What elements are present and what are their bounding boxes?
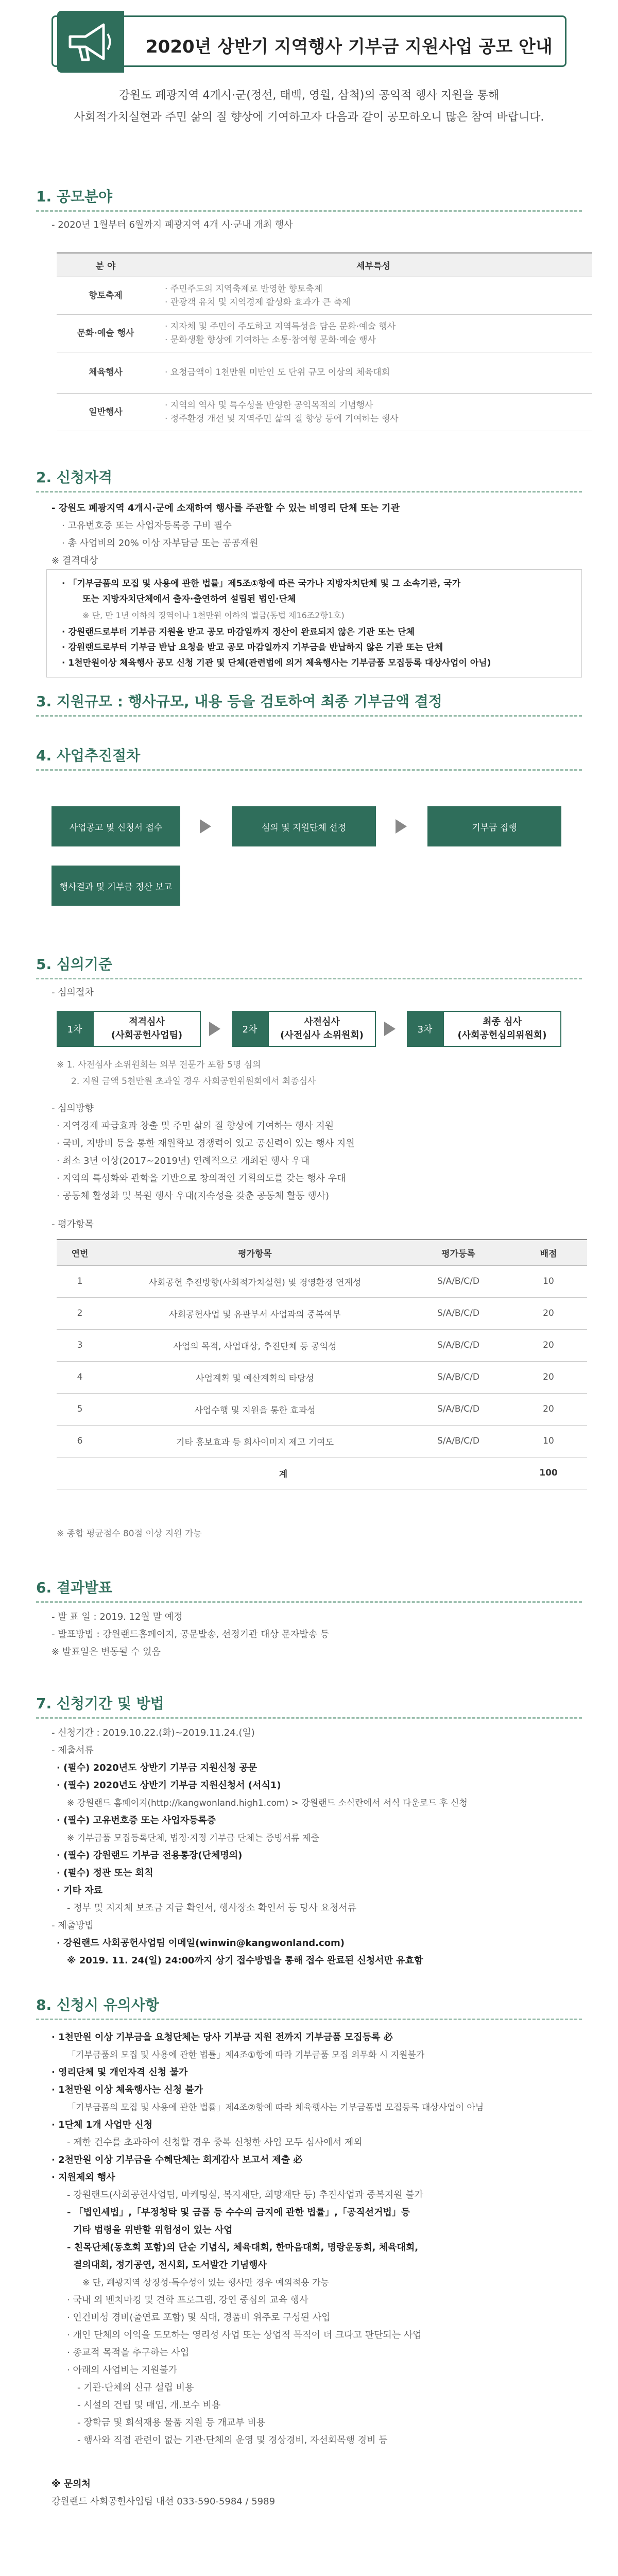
table-row [57, 314, 592, 352]
apply-line: - 신청기간 : 2019.10.22.(화)~2019.11.24.(일) [52, 1727, 255, 1738]
policy-label: - 심의방향 [52, 1103, 94, 1114]
table-cell: 사업수행 및 지원을 통한 효과성 [103, 1393, 407, 1425]
eval-note: ※ 종합 평균점수 80점 이상 지원 가능 [57, 1529, 202, 1539]
eval-label: - 평가항목 [52, 1219, 94, 1230]
caution-line: - 행사와 직접 관련이 없는 기관·단체의 운영 및 경상경비, 자선회목행 경비 등 [77, 2435, 388, 2446]
table-cell: 6 [57, 1425, 103, 1457]
section-title: 2. 신청자격 [36, 469, 113, 486]
caution-line: - 제한 건수를 초과하여 신청할 경우 중복 신청한 사업 모두 심사에서 제외 [67, 2137, 363, 2148]
apply-line: · 기타 자료 [57, 1885, 102, 1896]
section-5 [36, 953, 582, 1571]
eligibility-line: · 고유번호증 또는 사업자등록증 구비 필수 [62, 520, 232, 531]
table-cell: 사회공헌사업 및 유관부서 사업과의 중복여부 [103, 1297, 407, 1329]
process-step: 행사결과 및 기부금 정산 보고 [52, 866, 180, 906]
disqualify-line: · 「기부금품의 모집 및 사용에 관한 법률」제5조①항에 따른 국가나 지방자치단체 및 그 소속기관, 국가 [62, 579, 461, 589]
table-cell: 5 [57, 1393, 103, 1425]
table-cell: S/A/B/C/D [407, 1329, 510, 1361]
section-2 [36, 466, 582, 683]
process-step: 기부금 집행 [427, 806, 561, 846]
apply-email[interactable]: · 강원랜드 사회공헌사업팀 이메일(winwin@kangwonland.com) [57, 1938, 345, 1948]
process-step: 사업공고 및 신청서 접수 [52, 806, 180, 846]
caution-line: · 2천만원 이상 기부금을 수혜단체는 회계감사 보고서 제출 必 [52, 2155, 303, 2165]
table-header: 세부특성 [154, 253, 592, 277]
table-cell: 2 [57, 1297, 103, 1329]
section-divider [36, 1601, 582, 1603]
table-cell: 10 [510, 1265, 587, 1297]
policy-line: · 지역의 특성화와 관학을 기반으로 창의적인 기획의도를 갖는 행사 우대 [57, 1173, 346, 1184]
field-table [57, 252, 592, 431]
stage-number: 1차 [57, 1011, 93, 1047]
stage-box [268, 1011, 376, 1047]
table-header: 배점 [510, 1240, 587, 1265]
table-row [57, 352, 592, 393]
caution-line: · 인건비성 경비(출연료 포함) 및 식대, 경품비 위주로 구성된 사업 [67, 2312, 331, 2323]
caution-line: · 개인 단체의 이익을 도모하는 영리성 사업 또는 상업적 목적이 더 크다고 판단되는 사업 [67, 2330, 422, 2341]
page-title: 2020년 상반기 지역행사 기부금 지원사업 공모 안내 [146, 37, 553, 57]
caution-line: 기타 법령을 위반할 위험성이 있는 사업 [73, 2225, 233, 2235]
caution-line: ※ 단, 폐광지역 상징성·특수성이 있는 행사만 경우 예외적용 가능 [82, 2278, 329, 2288]
section-note: - 2020년 1월부터 6월까지 폐광지역 4개 시·군내 개최 행사 [52, 219, 293, 230]
table-cell: S/A/B/C/D [407, 1361, 510, 1393]
stage-name: 최종 심사 [483, 1016, 522, 1027]
table-header: 평가등록 [407, 1240, 510, 1265]
table-cell: 체육행사 [57, 352, 154, 393]
apply-line: · (필수) 2020년도 상반기 기부금 지원신청 공문 [57, 1762, 258, 1773]
table-cell: 20 [510, 1361, 587, 1393]
table-cell: 일반행사 [57, 393, 154, 431]
caution-line: 「기부금품의 모집 및 사용에 관한 법률」제4조①항에 따라 기부금품 모집 의무화 시 지원불가 [67, 2050, 425, 2060]
table-cell: 사업계획 및 예산계획의 타당성 [103, 1361, 407, 1393]
caution-line: · 아래의 사업비는 지원불가 [67, 2365, 178, 2376]
table-cell: 문화·예술 행사 [57, 314, 154, 352]
eligibility-line: · 총 사업비의 20% 이상 자부담금 또는 공공재원 [62, 538, 259, 549]
section-title: 4. 사업추진절차 [36, 747, 141, 764]
apply-line: - 정부 및 지자체 보조금 지급 확인서, 행사장소 확인서 등 당사 요청서류 [67, 1903, 357, 1913]
section-divider [36, 1717, 582, 1719]
caution-line: - 강원랜드(사회공헌사업팀, 마케팅실, 복지재단, 희망재단 등) 추진사업과 중복지원 불가 [67, 2190, 424, 2200]
table-row [57, 1425, 587, 1457]
arrow-right-icon [200, 819, 211, 834]
table-cell [154, 393, 592, 431]
caution-line: · 1천만원 이상 체육행사는 신청 불가 [52, 2084, 203, 2095]
stage-number: 2차 [232, 1011, 268, 1047]
table-cell: S/A/B/C/D [407, 1393, 510, 1425]
stage-sub: (사전심사 소위원회) [280, 1030, 364, 1041]
disqualify-line: 또는 지방자치단체에서 출자·출연하여 설립된 법인·단체 [82, 594, 296, 604]
section-8 [36, 1994, 582, 2576]
eligibility-line: - 강원도 폐광지역 4개시·군에 소재하여 행사를 주관할 수 있는 비영리 단체 또는 기관 [52, 503, 400, 514]
disqualify-line: · 1천만원이상 체육행사 공모 신청 기관 및 단체(관련법에 의거 체육행사는 기부금품 모집등록 대상사업이 아님) [62, 658, 491, 668]
contact-info: 강원랜드 사회공헌사업팀 내선 033-590-5984 / 5989 [52, 2496, 276, 2507]
apply-line: - 제출서류 [52, 1745, 94, 1756]
policy-line: · 지역경제 파급효과 창출 및 주민 삶의 질 향상에 기여하는 행사 지원 [57, 1121, 334, 1131]
disqualify-label: ※ 결격대상 [52, 555, 98, 566]
cell-line: · 관광객 유치 및 지역경제 활성화 효과가 큰 축제 [165, 297, 351, 308]
apply-line: · (필수) 2020년도 상반기 기부금 지원신청서 (서식1) [57, 1780, 281, 1791]
table-total-row [57, 1457, 587, 1489]
apply-line: - 제출방법 [52, 1920, 94, 1931]
disqualify-line: ※ 단, 만 1년 이하의 징역이나 1천만원 이하의 벌금(동법 제16조2항1호) [82, 611, 345, 620]
table-row [57, 277, 592, 314]
cell-line: · 지역의 역사 및 특수성을 반영한 공익목적의 기념행사 [165, 400, 373, 411]
apply-line: ※ 2019. 11. 24(일) 24:00까지 상기 접수방법을 통해 접수 완료된 신청서만 유효함 [67, 1955, 423, 1966]
arrow-right-icon [396, 819, 407, 834]
cell-line: · 주민주도의 지역축제로 반영한 향토축제 [165, 283, 323, 294]
disqualify-box [46, 569, 582, 677]
cell-line: · 지자체 및 주민이 주도하고 지역특성을 담은 문화·예술 행사 [165, 321, 396, 332]
section-title: 1. 공모분야 [36, 188, 113, 205]
section-divider [36, 769, 582, 771]
policy-line: · 공동체 활성화 및 복원 행사 우대(지속성을 갖춘 공동체 활동 행사) [57, 1191, 330, 1201]
caution-line: · 지원제외 행사 [52, 2172, 115, 2183]
stage-name: 사전심사 [304, 1016, 340, 1027]
section-title: 8. 신청시 유의사항 [36, 1996, 159, 2013]
section-divider [36, 2019, 582, 2020]
caution-line: - 기관·단체의 신규 설립 비용 [77, 2382, 194, 2393]
table-cell: 10 [510, 1425, 587, 1457]
caution-line: 결의대회, 정기공연, 전시회, 도서발간 기념행사 [73, 2260, 267, 2270]
stage-sub: (사회공헌사업팀) [111, 1030, 183, 1041]
section-divider [36, 715, 582, 717]
apply-line: · (필수) 강원랜드 기부금 전용통장(단체명의) [57, 1850, 243, 1861]
table-header: 평가항목 [103, 1240, 407, 1265]
process-step: 심의 및 지원단체 선정 [232, 806, 376, 846]
result-line: ※ 발표일은 변동될 수 있음 [52, 1647, 161, 1657]
section-7 [36, 1692, 582, 1981]
table-row [57, 1297, 587, 1329]
apply-line: · (필수) 정관 또는 회칙 [57, 1868, 153, 1878]
table-header: 연번 [57, 1240, 103, 1265]
policy-line: · 최소 3년 이상(2017~2019년) 연례적으로 개최된 행사 우대 [57, 1156, 310, 1166]
table-cell: 4 [57, 1361, 103, 1393]
caution-line: - 장학금 및 회석재용 물품 지원 등 개교부 비용 [77, 2417, 266, 2428]
table-cell: S/A/B/C/D [407, 1425, 510, 1457]
table-cell: 20 [510, 1297, 587, 1329]
table-cell: 20 [510, 1329, 587, 1361]
apply-line: · (필수) 고유번호증 또는 사업자등록증 [57, 1815, 216, 1826]
table-row [57, 1393, 587, 1425]
caution-line: · 1단체 1개 사업만 신청 [52, 2120, 153, 2130]
result-line: - 발표방법 : 강원랜드홈페이지, 공문발송, 선정기관 대상 문자발송 등 [52, 1629, 330, 1640]
process-label: - 심의절차 [52, 987, 94, 998]
intro-line: 사회적가치실현과 주민 삶의 질 향상에 기여하고자 다음과 같이 공모하오니 많은 참여 바랍니다. [74, 111, 544, 124]
table-cell: S/A/B/C/D [407, 1297, 510, 1329]
table-cell: 3 [57, 1329, 103, 1361]
table-cell [154, 314, 592, 352]
table-cell: S/A/B/C/D [407, 1265, 510, 1297]
eval-table [57, 1239, 587, 1489]
caution-line: · 영리단체 및 개인자격 신청 불가 [52, 2067, 188, 2078]
apply-line: ※ 기부금품 모집등록단체, 법정·지정 기부금 단체는 증빙서류 제출 [67, 1833, 319, 1843]
section-divider [36, 978, 582, 979]
caution-line: · 1천만원 이상 기부금을 요청단체는 당사 기부금 지원 전까지 기부금품 모집등록 必 [52, 2032, 393, 2043]
disqualify-line: · 강원랜드로부터 기부금 지원을 받고 공모 마감일까지 정산이 완료되지 않은 기관 또는 단체 [62, 627, 415, 637]
arrow-right-icon [209, 1022, 220, 1036]
stage-note: 2. 지원 금액 5천만원 초과일 경우 사회공헌위원회에서 최종심사 [71, 1076, 316, 1087]
table-cell: 사회공헌 추진방향(사회적가치실현) 및 경영환경 연계성 [103, 1265, 407, 1297]
section-1 [36, 185, 582, 453]
table-row [57, 1361, 587, 1393]
table-cell: 사업의 목적, 사업대상, 추진단체 등 공익성 [103, 1329, 407, 1361]
table-cell: 향토축제 [57, 277, 154, 314]
section-title: 7. 신청기간 및 방법 [36, 1695, 164, 1712]
table-row [57, 393, 592, 431]
cell-line: · 정주환경 개선 및 지역주민 삶의 질 향상 등에 기여하는 행사 [165, 413, 399, 424]
title-bar [52, 15, 566, 67]
section-divider [36, 210, 582, 212]
disqualify-line: · 강원랜드로부터 기부금 반납 요청을 받고 공모 마감일까지 기부금을 반납하지 않은 기관 또는 단체 [62, 642, 443, 653]
section-title: 3. 지원규모 : 행사규모, 내용 등을 검토하여 최종 기부금액 결정 [36, 693, 442, 710]
apply-line: ※ 강원랜드 홈페이지(http://kangwonland.high1.com) > 강원랜드 소식란에서 서식 다운로드 후 신청 [67, 1798, 468, 1808]
table-cell: 기타 홍보효과 등 회사이미지 제고 기여도 [103, 1425, 407, 1457]
caution-line: · 종교적 목적을 추구하는 사업 [67, 2347, 190, 2358]
stage-sub: (사회공헌심의위원회) [457, 1030, 547, 1041]
section-divider [36, 491, 582, 493]
stage-box [443, 1011, 561, 1047]
cell-line: · 요청금액이 1천만원 미만인 도 단위 규모 이상의 체육대회 [165, 367, 390, 378]
intro-text [0, 85, 618, 128]
table-cell: 계 [57, 1457, 510, 1489]
header [0, 0, 618, 155]
stage-note: ※ 1. 사전심사 소위원회는 외부 전문가 포함 5명 심의 [57, 1060, 261, 1070]
caution-line: - 시설의 건립 및 매입, 개.보수 비용 [77, 2400, 221, 2411]
table-row [57, 1329, 587, 1361]
section-title: 5. 심의기준 [36, 956, 113, 973]
table-cell [154, 277, 592, 314]
intro-line: 강원도 폐광지역 4개시·군(정선, 태백, 영월, 삼척)의 공익적 행사 지원을 통해 [118, 89, 500, 102]
caution-line: - 「법인세법」,「부정청탁 및 금품 등 수수의 금지에 관한 법률」,「공직선거법」등 [67, 2207, 410, 2218]
arrow-right-icon [384, 1022, 396, 1036]
cell-line: · 문화생활 향상에 기여하는 소통·참여형 문화·예술 행사 [165, 334, 376, 345]
section-3 [36, 690, 582, 732]
result-line: - 발 표 일 : 2019. 12월 말 예정 [52, 1612, 183, 1622]
caution-line: - 친목단체(동호회 포함)의 단순 기념식, 체육대회, 한마음대회, 명랑운동회, 체육대회, [67, 2242, 419, 2253]
table-header: 분 야 [57, 253, 154, 277]
stage-number: 3차 [407, 1011, 443, 1047]
table-cell: 100 [510, 1457, 587, 1489]
table-cell: 20 [510, 1393, 587, 1425]
stage-box [93, 1011, 201, 1047]
caution-line: 「기부금품의 모집 및 사용에 관한 법률」제4조②항에 따라 체육행사는 기부금품법 모집등록 대상사업이 아님 [67, 2103, 484, 2113]
section-title: 6. 결과발표 [36, 1579, 113, 1596]
section-6 [36, 1577, 582, 1680]
caution-line: · 국내 외 벤치마킹 및 견학 프로그램, 강연 중심의 교육 행사 [67, 2295, 308, 2306]
stage-name: 적격심사 [129, 1016, 165, 1027]
table-cell [154, 352, 592, 393]
section-4 [36, 744, 582, 920]
policy-line: · 국비, 지방비 등을 통한 재원확보 경쟁력이 있고 공신력이 있는 행사 지원 [57, 1138, 355, 1149]
table-cell: 1 [57, 1265, 103, 1297]
contact-label: ※ 문의처 [52, 2479, 91, 2489]
megaphone-icon [57, 11, 124, 73]
table-row [57, 1265, 587, 1297]
